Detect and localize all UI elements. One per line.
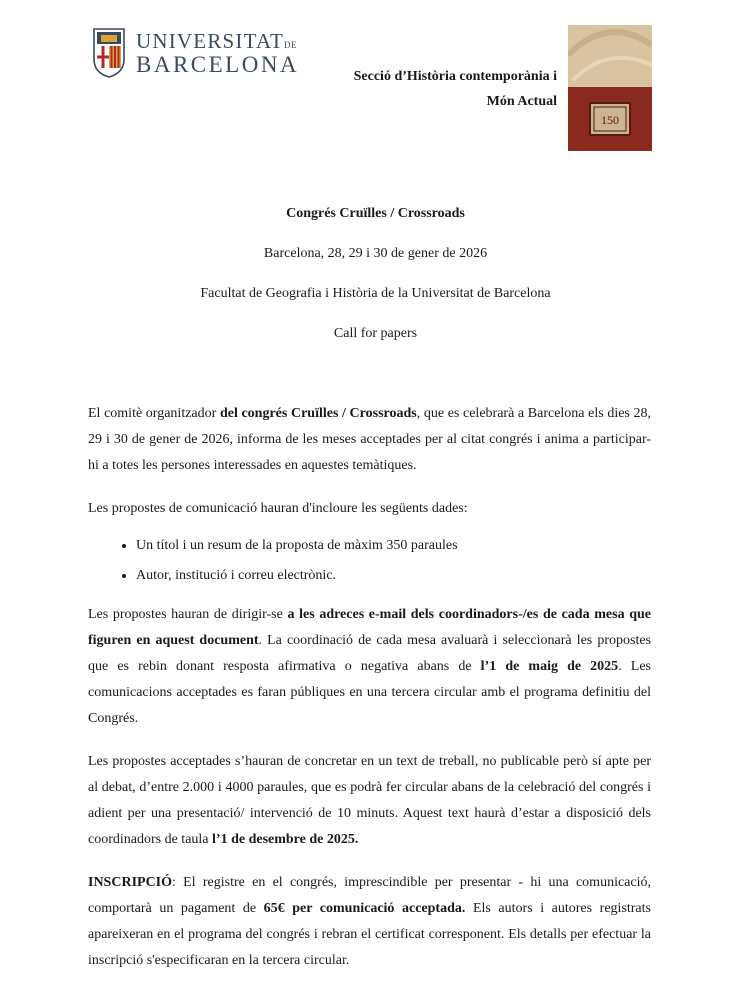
congress-venue: Facultat de Geografia i Història de la Universitat de Barcelona [200,286,551,301]
university-wordmark [136,28,300,77]
document-body [88,401,651,991]
wordmark-line1: UNIVERSITATDE [136,28,298,53]
section-title-line1: Secció d’Història contemporània i [353,69,557,84]
paragraph-requirements: Les propostes de comunicació hauran d'incloure les següents dades: [88,501,468,516]
requirements-list [88,533,651,589]
stamp-label: 150 [601,113,619,127]
call-for-papers: Call for papers [333,326,418,341]
anniversary-stamp-image [568,25,652,151]
congress-title: Congrés Cruïlles / Crossroads [286,206,465,221]
university-seal-icon [92,27,126,79]
wordmark-line2: BARCELONA [136,51,300,77]
paragraph-registration: INSCRIPCIÓ: El registre en el congrés, imprescindible per presentar - hi una comunicació, comportarà un pagament de 65€ per comunicació acceptada. Els autors i autores registrats apareixeran en el programa del congrés i rebran el certificat corresponent. Els detalls per efectuar la inscripció s'especificaran en la tercera circular. [88,875,651,968]
section-title-line2: Món Actual [486,94,557,109]
paragraph-intro: El comitè organitzador del congrés Cruïlles / Crossroads, que es celebrarà a Barcelona els dies 28, 29 i 30 de gener de 2026, informa de les meses acceptades per al citat congrés i anima a participar-hi a totes les persones interessades en aquestes temàtiques. [88,406,652,473]
paragraph-submission: Les propostes hauran de dirigir-se a les adreces e-mail dels coordinadors-/es de cada mesa que figuren en aquest document. La coordinació de cada mesa avaluarà i seleccionarà les propostes que es rebin donant resposta afirmativa o negativa abans de l’1 de maig de 2025. Les comunicacions acceptades es faran públiques en una tercera circular amb el programa definitiu del Congrés. [88,607,652,726]
paragraph-working-text: Les propostes acceptades s’hauran de concretar en un text de treball, no publicable però sí apte per al debat, d’entre 2.000 i 4000 paraules, que es podrà fer circular abans de la celebració del congrés i adient per una presentació/ intervenció de 10 minuts. Aquest text haurà d’estar a disposició dels coordinadors de taula l’1 de desembre de 2025. [88,754,651,847]
list-item: • Autor, institució i correu electrònic. [136,563,651,589]
congress-date: Barcelona, 28, 29 i 30 de gener de 2026 [263,246,488,261]
section-title [354,64,557,114]
university-logo [92,27,299,79]
list-item: • Un títol i un resum de la proposta de màxim 350 paraules [136,533,651,559]
